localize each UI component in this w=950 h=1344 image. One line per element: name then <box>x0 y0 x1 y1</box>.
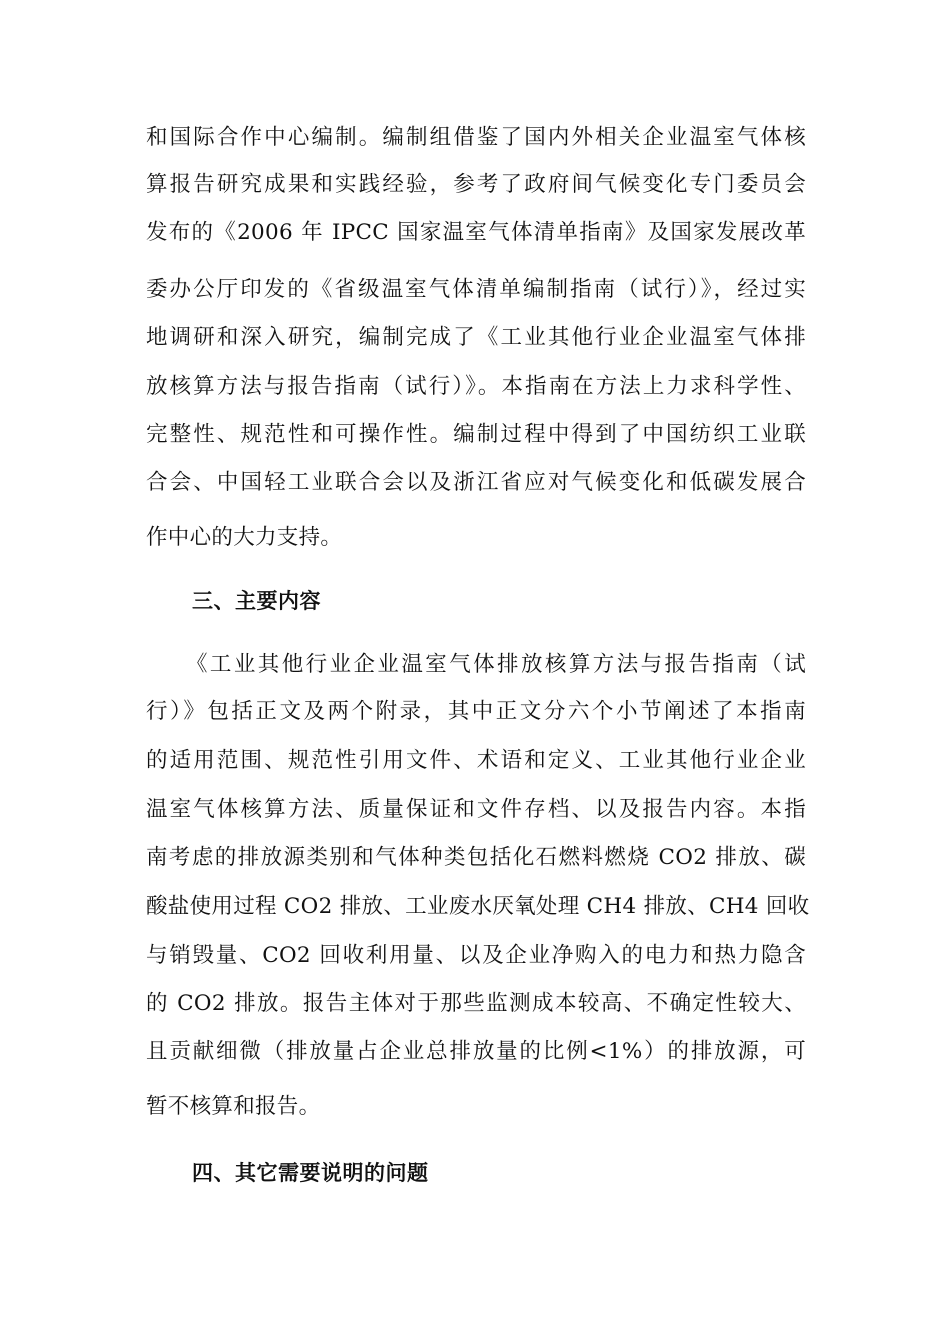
text-line: 暂不核算和报告。 <box>146 1094 321 1119</box>
text-line: 作中心的大力支持。 <box>146 525 343 550</box>
text-line: 放核算方法与报告指南（试行）》。本指南在方法上力求科学性、 <box>146 374 806 399</box>
text-line: 与销毁量、CO2 回收利用量、以及企业净购入的电力和热力隐含 <box>146 943 806 968</box>
text-line: 酸盐使用过程 CO2 排放、工业废水厌氧处理 CH4 排放、CH4 回收 <box>146 894 810 919</box>
text-line: 合会、中国轻工业联合会以及浙江省应对气候变化和低碳发展合 <box>146 470 806 495</box>
text-line: 的 CO2 排放。报告主体对于那些监测成本较高、不确定性较大、 <box>146 991 806 1016</box>
text-line: 南考虑的排放源类别和气体种类包括化石燃料燃烧 CO2 排放、碳 <box>146 845 806 870</box>
section-heading-main-content: 三、主要内容 <box>192 589 321 613</box>
text-line: 且贡献细微（排放量占企业总排放量的比例<1%）的排放源，可 <box>146 1039 806 1064</box>
section-heading-other-issues: 四、其它需要说明的问题 <box>192 1161 429 1185</box>
text-line: 温室气体核算方法、质量保证和文件存档、以及报告内容。本指 <box>146 797 806 822</box>
text-line: 算报告研究成果和实践经验，参考了政府间气候变化专门委员会 <box>146 172 806 197</box>
text-line: 行）》包括正文及两个附录，其中正文分六个小节阐述了本指南 <box>146 699 806 724</box>
text-line: 地调研和深入研究，编制完成了《工业其他行业企业温室气体排 <box>146 325 806 350</box>
text-line: 发布的《2006 年 IPCC 国家温室气体清单指南》及国家发展改革 <box>146 220 806 245</box>
text-line: 委办公厅印发的《省级温室气体清单编制指南（试行）》，经过实 <box>146 277 806 302</box>
text-line: 和国际合作中心编制。编制组借鉴了国内外相关企业温室气体核 <box>146 125 806 150</box>
text-line: 的适用范围、规范性引用文件、术语和定义、工业其他行业企业 <box>146 748 806 773</box>
text-line: 完整性、规范性和可操作性。编制过程中得到了中国纺织工业联 <box>146 422 806 447</box>
text-line: 《工业其他行业企业温室气体排放核算方法与报告指南（试 <box>186 652 806 677</box>
